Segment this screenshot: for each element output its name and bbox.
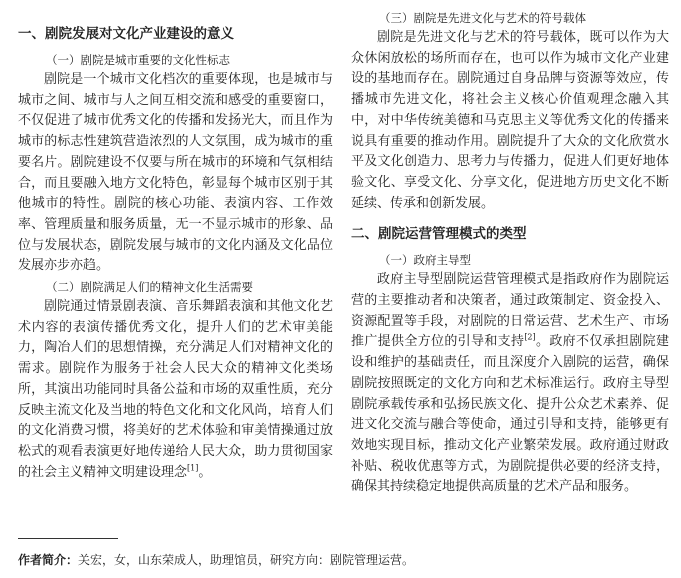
paragraph-2-text: 剧院通过情景剧表演、音乐舞蹈表演和其他文化艺术内容的表演传播优秀文化，提升人们的艺术审美能力，陶冶人们的思想情操，充分满足人们对精神文化的需求。剧院作为服务于社会人民大众的精神文化类场所，其演出功能同时具备公益和市场的双重性质，充分反映主流文化及当地的特色文化和文化风尚，培育人们的文化消费习惯，将美好的艺术体验和审美情操通过放松式的观看表演更好地传递给人民大众，助力贯彻国家的社会主义精神文明建设理念	[18, 299, 333, 480]
paragraph-1: 剧院是一个城市文化档次的重要体现，也是城市与城市之间、城市与人之间互相交流和感受的重要窗口，不仅促进了城市优秀文化的传播和发扬光大，而且作为城市的标志性建筑营造浓烈的人文氛围，成为城市的重要名片。剧院建设不仅要与所在城市的环境和气氛相结合，而且要融入地方文化特色，彰显每个城市区别于其他城市的特性。剧院的核心功能、表演内容、工作效率、管理质量和服务质量，无一不显示城市的形象、品位与发展状态，剧院发展与城市的文化内涵及文化品位发展亦步亦趋。	[18, 72, 333, 274]
citation-1: [1]	[187, 463, 199, 473]
author-label: 作者简介：	[18, 553, 79, 567]
footnote-divider	[18, 538, 118, 539]
author-info: 关宏，女，山东荣成人，助理馆员，研究方向：剧院管理运营。	[78, 553, 415, 567]
section1-heading: 一、剧院发展对文化产业建设的意义	[18, 26, 234, 42]
paragraph-4-text-b: 。政府不仅承担剧院建设和维护的基础责任，而且深度介入剧院的运营，确保剧院按照既定的文化方向和艺术标准运行。政府主导型剧院承载传承和弘扬民族文化、提升公众艺术素养、促进文化交流与融合等使命，通过引导和支持，能够更有效地实现目标，推动文化产业繁荣发展。政府通过财政补贴、税收优惠等方式，为剧院提供必要的经济支持，确保其持续稳定地提供高质量的艺术产品和服务。	[351, 334, 669, 495]
left-column	[18, 8, 333, 483]
paragraph-2-end: 。	[198, 464, 212, 480]
citation-2: [2]	[524, 333, 536, 343]
section2-heading: 二、剧院运营管理模式的类型	[351, 226, 527, 243]
subsection2-heading: （二）剧院满足人们的精神文化生活需要	[46, 280, 253, 295]
paragraph-4	[351, 270, 669, 498]
subsection1-heading: （一）剧院是城市重要的文化性标志	[46, 53, 230, 67]
author-footnote	[18, 551, 414, 569]
paragraph-4-text-a: 政府主导型剧院运营管理模式是指政府作为剧院运营的主要推动者和决策者，通过政策制定、资金投入、资源配置等手段，对剧院的日常运营、艺术生产、市场推广提供全方位的引导和支持	[351, 272, 669, 350]
paragraph-3: 剧院是先进文化与艺术的符号载体，既可以作为大众休闲放松的场所而存在，也可以作为城市文化产业建设的基地而存在。剧院通过自身品牌与资源等效应，传播城市先进文化，将社会主义核心价值观理念融入其中，对中华传统美德和马克思主义等优秀文化的传播来说具有重要的推动作用。剧院提升了大众的文化欣赏水平及文化创造力、思考力与传播力，促进人们更好地体验文化、享受文化、分享文化，促进地方历史文化不断延续、传承和创新发展。	[351, 30, 669, 211]
subsection4-heading: （一）政府主导型	[379, 253, 471, 268]
paragraph-2	[18, 297, 333, 483]
subsection3-heading: （三）剧院是先进文化与艺术的符号载体	[379, 11, 586, 25]
right-column	[351, 8, 669, 498]
